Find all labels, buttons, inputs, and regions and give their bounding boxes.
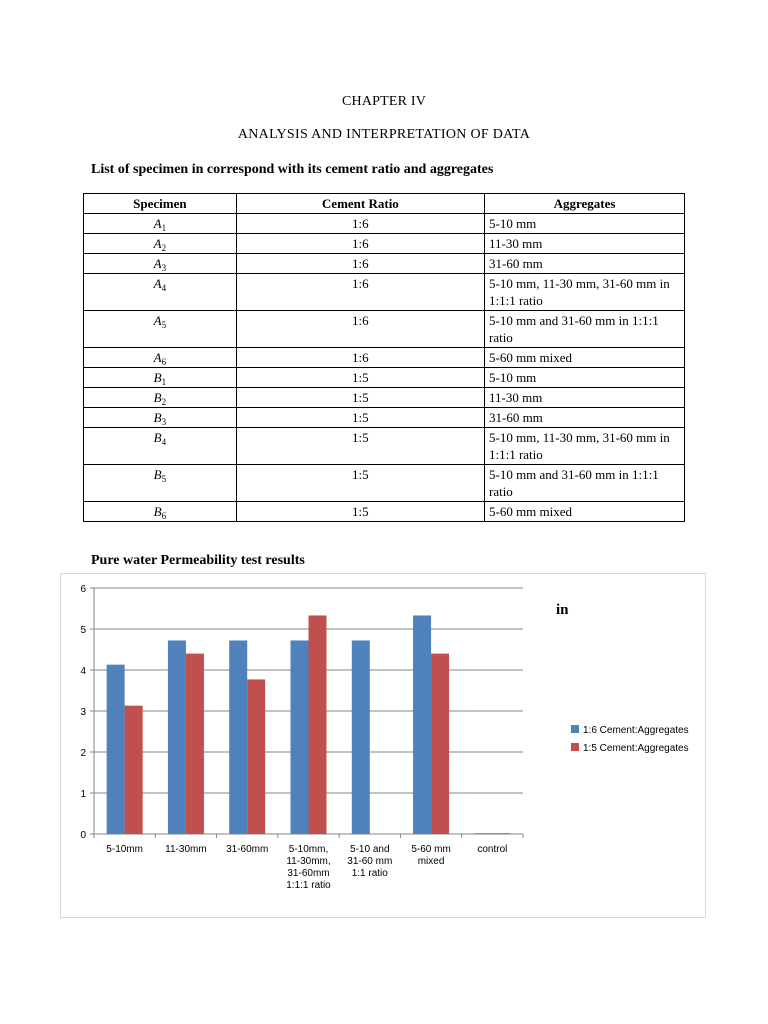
section-title: ANALYSIS AND INTERPRETATION OF DATA — [237, 127, 531, 142]
specimen-letter: A — [153, 216, 162, 231]
table-caption: List of specimen in correspond with its cement ratio and aggregates — [91, 162, 494, 177]
table-row — [84, 234, 685, 254]
specimen-subscript: 1 — [161, 223, 167, 233]
specimen-cell — [84, 388, 237, 408]
aggregates-cell: 11-30 mm — [484, 234, 684, 254]
aggregates-cell: 5-10 mm, 11-30 mm, 31-60 mm in 1:1:1 ratio — [484, 274, 684, 311]
aggregates-cell: 5-10 mm — [484, 214, 684, 234]
table-row — [84, 502, 685, 522]
bar — [352, 640, 370, 834]
specimen-subscript: 5 — [161, 320, 167, 330]
bar — [291, 640, 309, 834]
cement-ratio-cell: 1:5 — [236, 465, 484, 502]
table-row — [84, 348, 685, 368]
y-tick-label: 0 — [80, 830, 86, 841]
table-header-row — [84, 194, 685, 214]
specimen-subscript: 4 — [161, 283, 167, 293]
legend-label: 1:5 Cement:Aggregates — [583, 743, 689, 754]
table-row — [84, 274, 685, 311]
x-tick-label: 5-10mm, — [288, 844, 329, 855]
table-row — [84, 388, 685, 408]
bar — [431, 654, 449, 834]
aggregates-cell: 5-10 mm, 11-30 mm, 31-60 mm in 1:1:1 ratio — [484, 428, 684, 465]
header-aggregates: Aggregates — [484, 194, 684, 214]
header-specimen: Specimen — [84, 194, 237, 214]
specimen-subscript: 3 — [161, 417, 167, 427]
table-row — [84, 368, 685, 388]
specimen-subscript: 6 — [161, 357, 167, 367]
table-row — [84, 311, 685, 348]
chart-svg — [60, 573, 706, 918]
y-tick-label: 2 — [80, 748, 86, 759]
y-tick-label: 1 — [80, 789, 86, 800]
x-tick-label: control — [477, 844, 508, 855]
bar — [492, 833, 510, 834]
cement-ratio-cell: 1:5 — [236, 368, 484, 388]
y-tick-label: 5 — [80, 625, 86, 636]
aggregates-cell: 5-10 mm and 31-60 mm in 1:1:1 ratio — [484, 465, 684, 502]
bar — [247, 679, 265, 834]
specimen-cell — [84, 465, 237, 502]
aggregates-cell: 11-30 mm — [484, 388, 684, 408]
specimen-letter: A — [153, 313, 162, 328]
cement-ratio-cell: 1:6 — [236, 254, 484, 274]
chapter-heading: CHAPTER IV — [341, 94, 427, 109]
x-tick-label: 1:1 ratio — [351, 868, 388, 879]
specimen-cell — [84, 234, 237, 254]
cement-ratio-cell: 1:5 — [236, 388, 484, 408]
specimen-cell — [84, 368, 237, 388]
specimen-letter: B — [153, 467, 162, 482]
bar — [107, 665, 125, 834]
bar — [168, 640, 186, 834]
chart-caption: Pure water Permeability test results — [91, 553, 305, 568]
specimen-letter: B — [153, 370, 162, 385]
legend-swatch — [571, 725, 579, 733]
bar — [413, 615, 431, 834]
specimen-letter: B — [153, 504, 162, 519]
table-row — [84, 408, 685, 428]
specimen-table — [83, 193, 685, 522]
specimen-cell — [84, 214, 237, 234]
aggregates-cell: 31-60 mm — [484, 408, 684, 428]
cement-ratio-cell: 1:5 — [236, 408, 484, 428]
table-row — [84, 254, 685, 274]
legend-swatch — [571, 743, 579, 751]
bar — [309, 615, 327, 834]
cement-ratio-cell: 1:6 — [236, 214, 484, 234]
y-tick-label: 4 — [80, 666, 86, 677]
cement-ratio-cell: 1:5 — [236, 428, 484, 465]
cement-ratio-cell: 1:6 — [236, 311, 484, 348]
aggregates-cell: 5-10 mm and 31-60 mm in 1:1:1 ratio — [484, 311, 684, 348]
cement-ratio-cell: 1:6 — [236, 234, 484, 254]
legend-label: 1:6 Cement:Aggregates — [583, 725, 689, 736]
x-tick-label: 31-60mm — [226, 844, 269, 855]
specimen-subscript: 3 — [161, 263, 167, 273]
specimen-subscript: 2 — [161, 397, 167, 407]
specimen-letter: B — [153, 410, 162, 425]
specimen-cell — [84, 502, 237, 522]
aggregates-cell: 31-60 mm — [484, 254, 684, 274]
bar — [474, 833, 492, 834]
specimen-letter: A — [153, 256, 162, 271]
table-row — [84, 465, 685, 502]
specimen-cell — [84, 311, 237, 348]
x-tick-label: 5-60 mm — [411, 844, 451, 855]
specimen-letter: B — [153, 430, 162, 445]
specimen-letter: A — [153, 236, 162, 251]
table-row — [84, 214, 685, 234]
stray-text: in — [556, 602, 569, 618]
bar — [229, 640, 247, 834]
x-tick-label: 11-30mm, — [286, 856, 331, 867]
specimen-cell — [84, 274, 237, 311]
x-tick-label: mixed — [417, 856, 445, 867]
x-tick-label: 1:1:1 ratio — [286, 880, 331, 891]
cement-ratio-cell: 1:6 — [236, 348, 484, 368]
specimen-cell — [84, 428, 237, 465]
specimen-letter: A — [153, 350, 162, 365]
specimen-subscript: 1 — [161, 377, 167, 387]
specimen-cell — [84, 348, 237, 368]
aggregates-cell: 5-10 mm — [484, 368, 684, 388]
x-tick-label: 11-30mm — [165, 844, 207, 855]
specimen-cell — [84, 254, 237, 274]
permeability-chart — [60, 573, 706, 918]
specimen-subscript: 6 — [161, 511, 167, 521]
x-tick-label: 5-10 and — [350, 844, 390, 855]
specimen-cell — [84, 408, 237, 428]
x-tick-label: 31-60mm — [287, 868, 330, 879]
aggregates-cell: 5-60 mm mixed — [484, 348, 684, 368]
specimen-subscript: 4 — [161, 437, 167, 447]
bar — [186, 654, 204, 834]
x-tick-label: 5-10mm — [106, 844, 143, 855]
table-row — [84, 428, 685, 465]
specimen-letter: A — [153, 276, 162, 291]
specimen-subscript: 2 — [161, 243, 167, 253]
specimen-subscript: 5 — [161, 474, 167, 484]
specimen-letter: B — [153, 390, 162, 405]
y-tick-label: 3 — [80, 707, 86, 718]
cement-ratio-cell: 1:6 — [236, 274, 484, 311]
bar — [125, 706, 143, 834]
cement-ratio-cell: 1:5 — [236, 502, 484, 522]
header-cement-ratio: Cement Ratio — [236, 194, 484, 214]
x-tick-label: 31-60 mm — [347, 856, 393, 867]
y-tick-label: 6 — [80, 584, 86, 595]
aggregates-cell: 5-60 mm mixed — [484, 502, 684, 522]
